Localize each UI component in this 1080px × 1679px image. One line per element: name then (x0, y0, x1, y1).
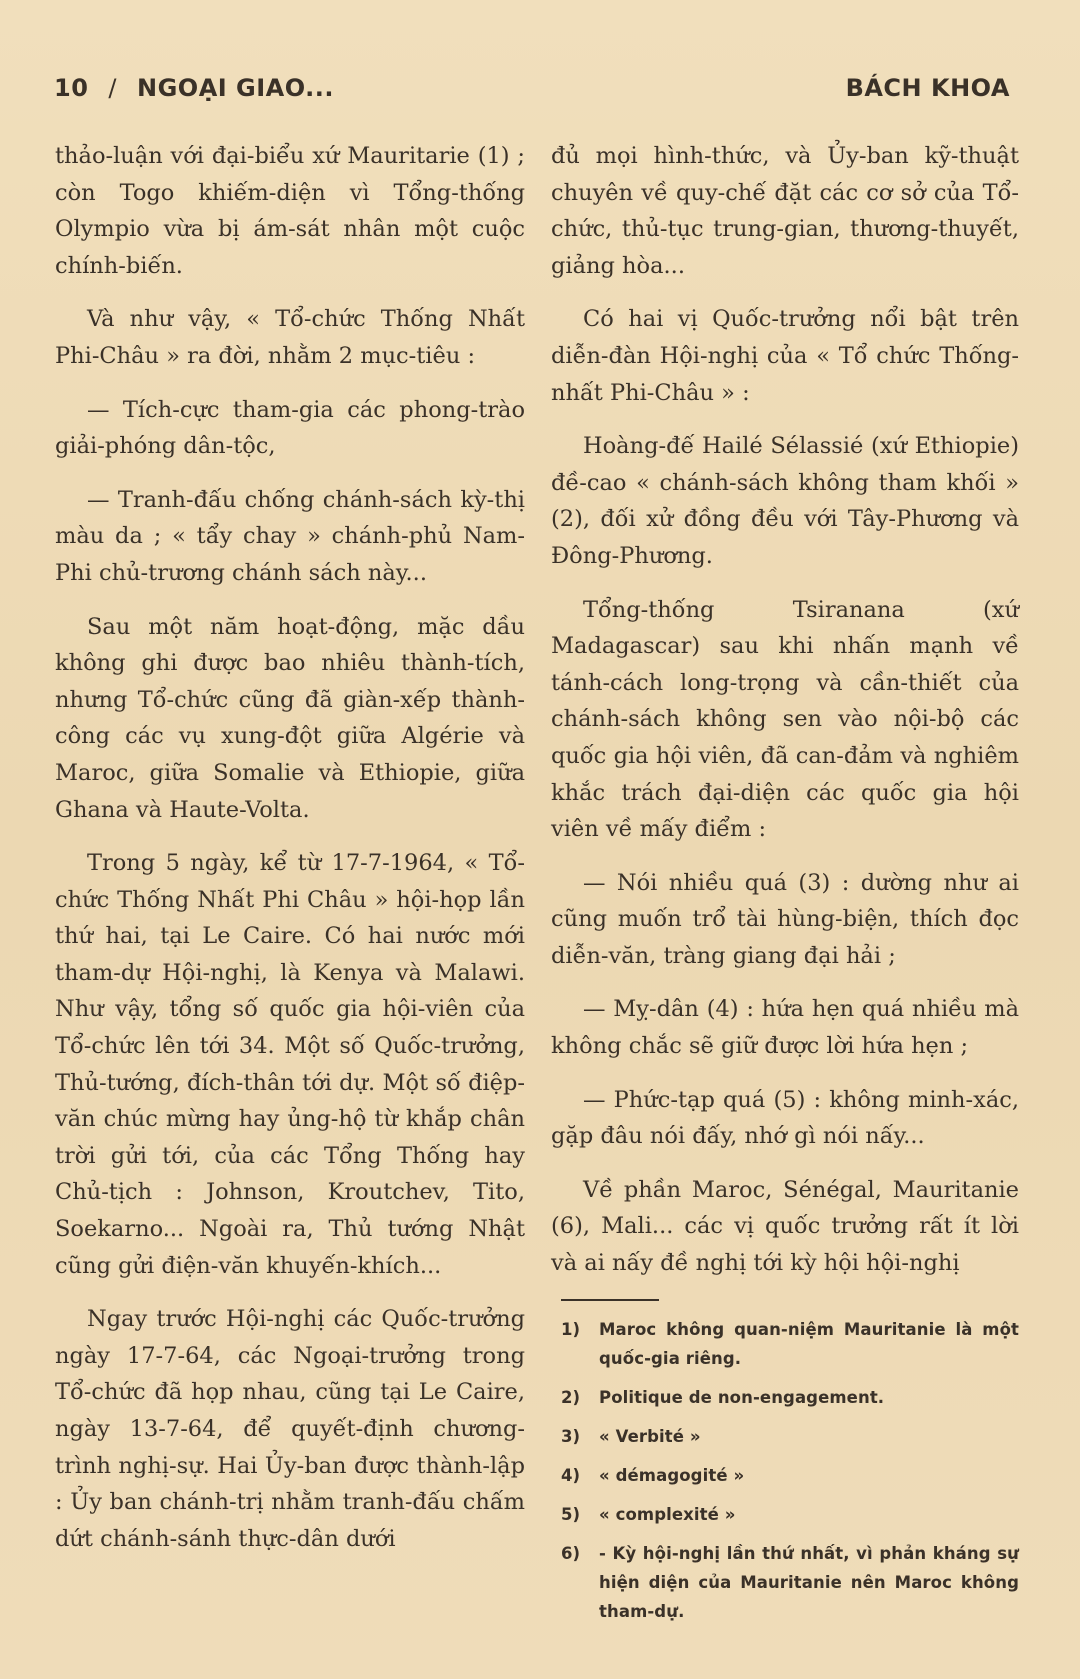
header-separator: / (108, 74, 117, 102)
paragraph: Về phần Maroc, Sénégal, Mauritanie (6), Mali... các vị quốc trưởng rất ít lời và ai nấy đề nghị tới kỳ hội hội-nghị (551, 1176, 1019, 1277)
paragraph: — Tranh-đấu chống chánh-sách kỳ-thị màu da ; « tẩy chay » chánh-phủ Nam-Phi chủ-trương chánh sách này... (55, 486, 525, 586)
paragraph: đủ mọi hình-thức, và Ủy-ban kỹ-thuật chuyên về quy-chế đặt các cơ sở của Tổ-chức, thủ-tục trung-gian, thương-thuyết, giảng hòa... (551, 143, 1019, 279)
paragraph: — Tích-cực tham-gia các phong-trào giải-phóng dân-tộc, (55, 396, 525, 460)
footnote-number: 6) (561, 1543, 581, 1563)
magazine-title: BÁCH KHOA (845, 74, 1010, 102)
paragraph: thảo-luận với đại-biểu xứ Mauritarie (1) ; còn Togo khiếm-diện vì Tổng-thống Olympio vừa bị ám-sát nhân một cuộc chính-biến. (55, 143, 525, 279)
footnote (551, 1500, 1019, 1529)
paragraph: Ngay trước Hội-nghị các Quốc-trưởng ngày 17-7-64, các Ngoại-trưởng trong Tổ-chức đã họp nhau, cũng tại Le Caire, ngày 13-7-64, để quyết-định chương-trình nghị-sự. Hai Ủy-ban được thành-lập : Ủy ban chánh-trị nhằm tranh-đấu chấm dứt chánh-sánh thực-dân dưới (55, 1306, 525, 1552)
header-left (54, 74, 334, 102)
footnote-number: 4) (561, 1465, 581, 1485)
page-number: 10 (54, 74, 89, 102)
left-column (55, 138, 525, 1574)
paragraph: Hoàng-đế Hailé Sélassié (xứ Ethiopie) đề-cao « chánh-sách không tham khối » (2), đối xử đồng đều với Tây-Phương và Đông-Phương. (551, 433, 1019, 569)
footnote-text: Politique de non-engagement. (599, 1387, 885, 1407)
footnote-number: 1) (561, 1319, 581, 1339)
paragraph: Có hai vị Quốc-trưởng nổi bật trên diễn-đàn Hội-nghị của « Tổ chức Thống-nhất Phi-Châu » : (551, 306, 1019, 406)
page-header (54, 74, 1010, 124)
paragraph: — Nói nhiều quá (3) : dường như ai cũng muốn trổ tài hùng-biện, thích đọc diễn-văn, tràng giang đại hải ; (551, 869, 1019, 969)
footnote (551, 1422, 1019, 1451)
footnote (551, 1315, 1019, 1373)
footnote (551, 1461, 1019, 1490)
footnote (551, 1539, 1019, 1626)
footnotes (551, 1315, 1019, 1626)
right-column (551, 138, 1019, 1636)
paragraph: Trong 5 ngày, kể từ 17-7-1964, « Tổ-chức Thống Nhất Phi Châu » hội-họp lần thứ hai, tại Le Caire. Có hai nước mới tham-dự Hội-nghị, là Kenya và Malawi. Như vậy, tổng số quốc gia hội-viên của Tổ-chức lên tới 34. Một số Quốc-trưởng, Thủ-tướng, đích-thân tới dự. Một số điệp-văn chúc mừng hay ủng-hộ từ khắp chân trời gửi tới, của các Tổng Thống hay Chủ-tịch : Johnson, Kroutchev, Tito, Soekarno... Ngoài ra, Thủ tướng Nhật cũng gửi điện-văn khuyến-khích... (55, 850, 525, 1279)
footnote-text: « Verbité » (599, 1426, 701, 1446)
footnote-number: 3) (561, 1426, 581, 1446)
paragraph: Tổng-thống Tsiranana (xứ Madagascar) sau khi nhấn mạnh về tánh-cách long-trọng và cần-thiết của chánh-sách không sen vào nội-bộ các quốc gia hội viên, đã can-đảm và nghiêm khắc trách đại-diện các quốc gia hội viên về mấy điểm : (551, 596, 1019, 843)
footnote (551, 1383, 1019, 1412)
footnote-number: 2) (561, 1387, 581, 1407)
section-title: NGOẠI GIAO... (137, 74, 334, 102)
paragraph: Và như vậy, « Tổ-chức Thống Nhất Phi-Châu » ra đời, nhằm 2 mục-tiêu : (55, 306, 525, 369)
paragraph: — Phức-tạp quá (5) : không minh-xác, gặp đâu nói đấy, nhớ gì nói nấy... (551, 1086, 1019, 1150)
footnote-text: - Kỳ hội-nghị lần thứ nhất, vì phản kháng sự hiện diện của Mauritanie nên Maroc không tham-dự. (599, 1543, 1019, 1621)
footnote-text: « complexité » (599, 1504, 736, 1524)
paragraph: — Mỵ-dân (4) : hứa hẹn quá nhiều mà không chắc sẽ giữ được lời hứa hẹn ; (551, 996, 1019, 1060)
footnote-divider (561, 1299, 659, 1301)
paragraph: Sau một năm hoạt-động, mặc dầu không ghi được bao nhiêu thành-tích, nhưng Tổ-chức cũng đã giàn-xếp thành-công các vụ xung-đột giữa Algérie và Maroc, giữa Somalie và Ethiopie, giữa Ghana và Haute-Volta. (55, 613, 525, 823)
footnote-text: « démagogité » (599, 1465, 745, 1485)
footnote-number: 5) (561, 1504, 581, 1524)
footnote-text: Maroc không quan-niệm Mauritanie là một quốc-gia riêng. (599, 1319, 1019, 1368)
